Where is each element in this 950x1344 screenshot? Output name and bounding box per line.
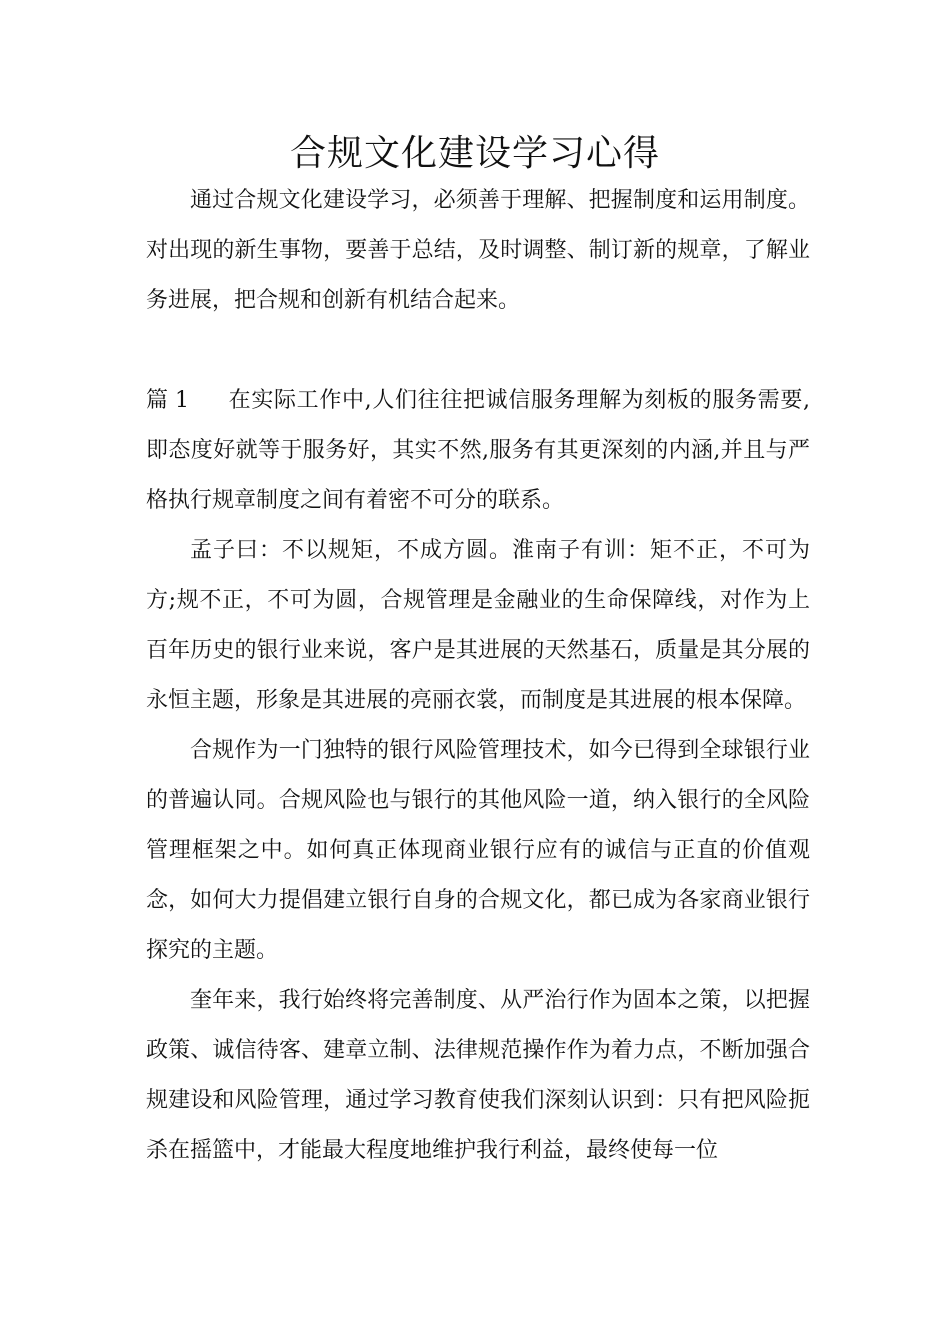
section-first-text: 在实际工作中,人们往往把诚信服务理解为刻板的服务需要,即态度好就等于服务好，其实不然,服务有其更深刻的内涵,并且与严格执行规章制度之间有着密不可分的联系。: [146, 388, 810, 513]
intro-block: [146, 176, 810, 326]
section-first-paragraph: [146, 376, 810, 526]
document-title: 合规文化建设学习心得: [289, 133, 660, 174]
section-label: 篇 1: [146, 388, 189, 413]
body-paragraph: 合规作为一门独特的银行风险管理技术，如今已得到全球银行业的普遍认同。合规风险也与银行的其他风险一道，纳入银行的全风险管理框架之中。如何真正体现商业银行应有的诚信与正直的价值观念，如何大力提倡建立银行自身的合规文化，都已成为各家商业银行探究的主题。: [146, 738, 810, 963]
body-paragraph: 奎年来，我行始终将完善制度、从严治行作为固本之策，以把握政策、诚信待客、建章立制、法律规范操作作为着力点，不断加强合规建设和风险管理，通过学习教育使我们深刻认识到：只有把风险扼杀在摇篮中，才能最大程度地维护我行利益，最终使每一位: [146, 988, 810, 1163]
intro-paragraph: 通过合规文化建设学习，必须善于理解、把握制度和运用制度。对出现的新生事物，要善于总结，及时调整、制订新的规章，了解业务进展，把合规和创新有机结合起来。: [146, 188, 810, 313]
section-block: [146, 376, 810, 1176]
body-paragraph: 孟子曰：不以规矩，不成方圆。淮南子有训：矩不正，不可为方;规不正，不可为圆，合规管理是金融业的生命保障线，对作为上百年历史的银行业来说，客户是其进展的天然基石，质量是其分展的永恒主题，形象是其进展的亮丽衣裳，而制度是其进展的根本保障。: [146, 538, 810, 713]
